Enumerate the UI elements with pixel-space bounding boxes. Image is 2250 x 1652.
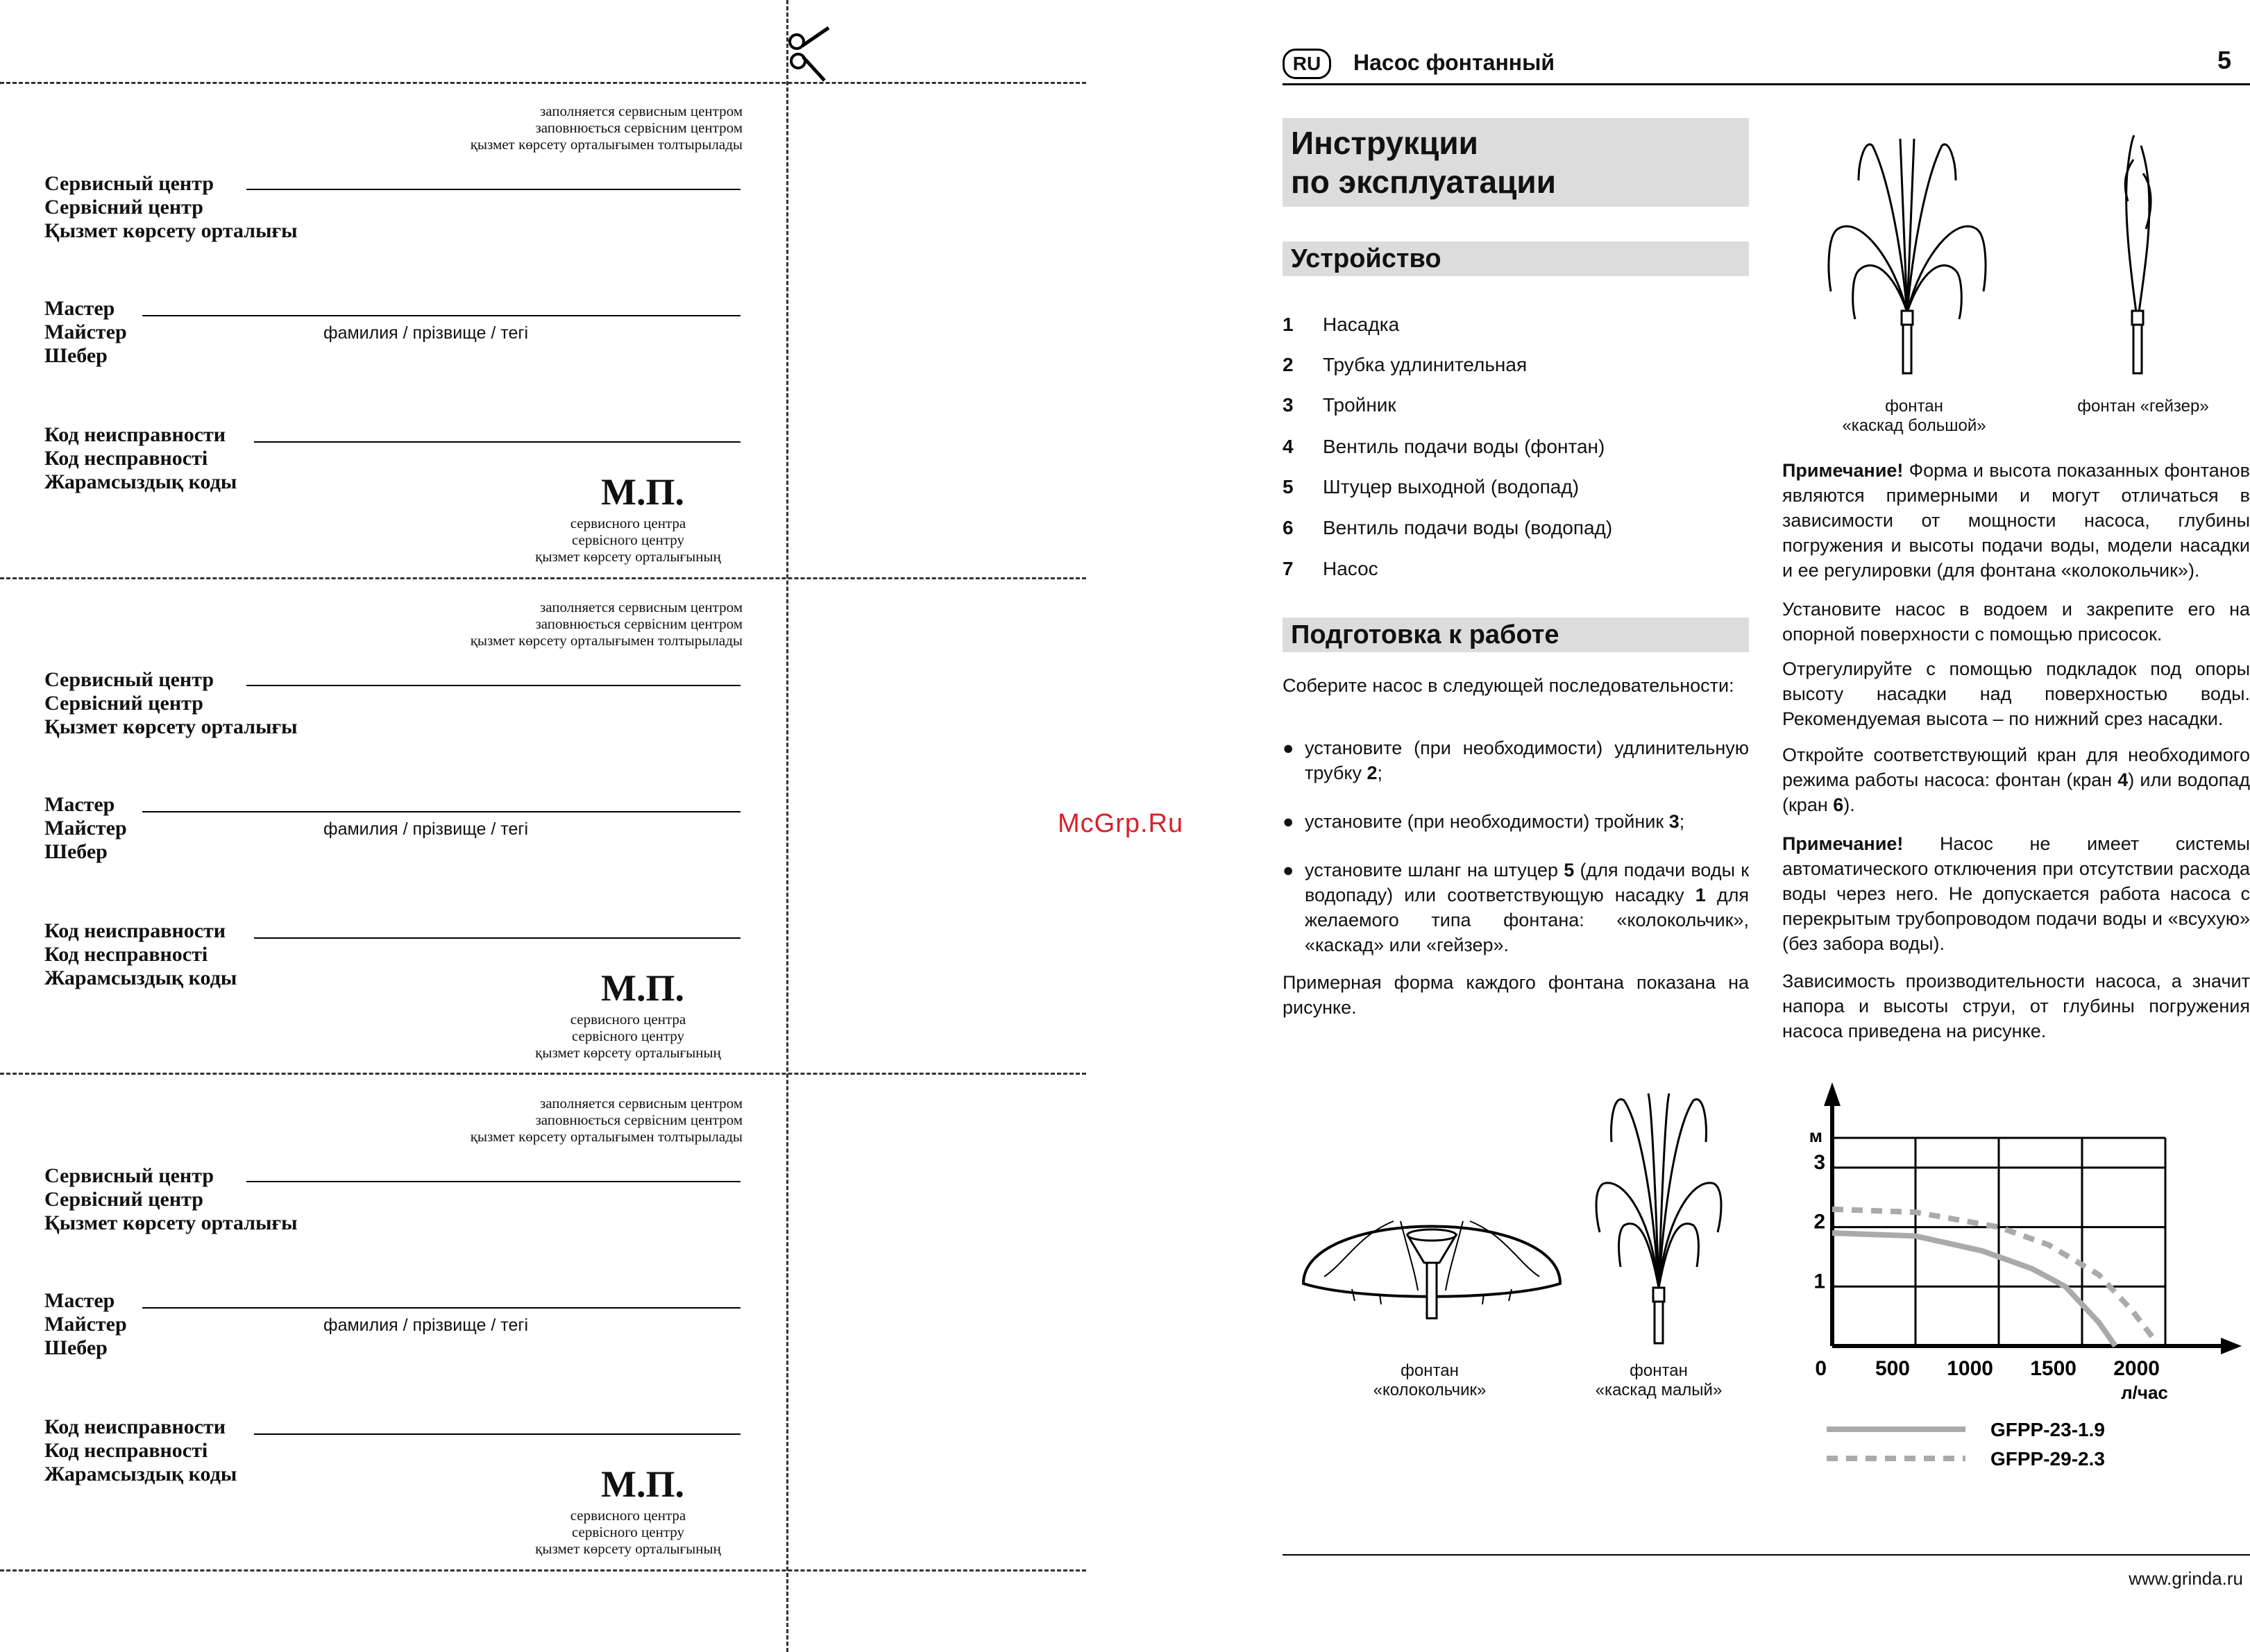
caption-line: «каскад большой»: [1842, 416, 1986, 435]
master-label: [44, 297, 127, 368]
x-axis-label: л/час: [2121, 1382, 2168, 1403]
service-center-label: [44, 172, 298, 243]
coupon-note: [471, 1095, 743, 1145]
label-line: Код несправності: [44, 943, 208, 966]
stamp-caption: [514, 1507, 743, 1557]
note-line: қызмет көрсету орталығымен толтырылады: [470, 1128, 743, 1145]
device-item: [1283, 314, 1399, 336]
caption-line: сервисного центра: [570, 515, 686, 531]
caption-line: фонтан: [1401, 1361, 1459, 1380]
label-line: Майстер: [44, 321, 127, 343]
bullet-icon: ●: [1283, 860, 1294, 880]
note-label: Примечание!: [1782, 833, 1904, 854]
item-label: Трубка удлинительная: [1323, 354, 1528, 375]
master-field[interactable]: [142, 315, 741, 316]
stamp-place: М.П.: [601, 471, 684, 513]
coupon-note: [471, 103, 743, 153]
bullet-text: установите (при необходимости) удлинительную трубку: [1305, 738, 1749, 783]
label-line: Шебер: [44, 1336, 108, 1359]
item-number: 5: [1283, 476, 1294, 497]
device-item: [1283, 354, 1527, 376]
label-line: Код неисправности: [44, 1415, 226, 1438]
caption-line: қызмет көрсету орталығының: [535, 1540, 721, 1557]
title-line: по эксплуатации: [1291, 164, 1556, 200]
legend-label: GFPP-29-2.3: [1990, 1448, 2105, 1470]
name-hint: фамилия / прізвище / тегі: [323, 819, 529, 839]
item-number: 2: [1283, 354, 1294, 375]
part-number: 5: [1564, 860, 1575, 880]
coupon-note: [471, 599, 743, 649]
warranty-coupon: [0, 586, 756, 1080]
label-line: Код неисправности: [44, 423, 226, 446]
legend-label: GFPP-23-1.9: [1990, 1419, 2105, 1440]
y-tick-label: 2: [1813, 1210, 1825, 1234]
service-center-field[interactable]: [246, 685, 741, 686]
item-label: Вентиль подачи воды (фонтан): [1323, 436, 1605, 457]
fault-code-label: [44, 423, 237, 494]
bullet-text: установите (при необходимости) тройник: [1305, 811, 1669, 832]
warranty-coupon: [0, 1082, 756, 1576]
item-number: 6: [1283, 517, 1294, 538]
para-text: ).: [1843, 794, 1855, 815]
series-line: [1832, 1233, 2115, 1346]
caption-line: қызмет көрсету орталығының: [535, 1044, 721, 1061]
item-label: Насос: [1323, 558, 1378, 579]
note-line: заполняется сервисным центром: [539, 103, 743, 119]
bullet-text: для желаемого типа фонтана: «колокольчик», «каскад» или «гейзер».: [1305, 885, 1749, 955]
item-number: 3: [1283, 394, 1294, 416]
page-title: Насос фонтанный: [1353, 50, 1555, 75]
stamp-place: М.П.: [601, 967, 684, 1009]
install-paragraph: Установите насос в водоем и закрепите его на опорной поверхности с помощью присосок.: [1782, 599, 2250, 645]
label-line: Қызмет көрсету орталығы: [44, 219, 298, 242]
label-line: Қызмет көрсету орталығы: [44, 1211, 298, 1234]
label-line: Жарамсыздық коды: [44, 1463, 237, 1485]
item-number: 1: [1283, 314, 1294, 335]
chart-series: [1832, 1209, 2157, 1346]
lang-badge: RU: [1283, 49, 1331, 79]
label-line: Майстер: [44, 817, 127, 840]
label-line: Мастер: [44, 1289, 115, 1312]
service-center-field[interactable]: [246, 189, 741, 190]
label-line: Сервисный центр: [44, 1164, 214, 1187]
caption-line: сервісного центру: [571, 1524, 684, 1540]
x-tick-label: 1000: [1947, 1357, 1993, 1380]
cut-line-vertical: [786, 0, 788, 1652]
label-line: Код несправності: [44, 447, 208, 470]
fault-code-label: [44, 1415, 237, 1486]
note-line: заповнюється сервісним центром: [535, 615, 743, 632]
prep-bullet: ● установите (при необходимости) удлинительную трубку 2;: [1283, 735, 1749, 785]
label-line: Жарамсыздық коды: [44, 966, 237, 989]
name-hint: фамилия / прізвище / тегі: [323, 323, 529, 343]
para-text: Откройте соответствующий кран для необходимого режима работы насоса: фонтан (кран: [1782, 744, 2250, 790]
label-line: Сервісний центр: [44, 1188, 203, 1211]
caption-line: сервісного центру: [571, 1028, 684, 1044]
part-number: 3: [1668, 811, 1680, 832]
label-line: Мастер: [44, 297, 115, 320]
master-label: [44, 793, 127, 864]
prep-bullet: [1283, 858, 1749, 957]
prep-heading: Подготовка к работе: [1283, 618, 1749, 652]
label-line: Сервісний центр: [44, 692, 203, 715]
big-cascade-illustration: [1817, 132, 1997, 382]
note-line: қызмет көрсету орталығымен толтырылады: [470, 136, 743, 153]
x-tick-label: 0: [1815, 1357, 1827, 1380]
fault-code-field[interactable]: [254, 937, 741, 939]
cut-line-horizontal: [0, 82, 1086, 84]
label-line: Шебер: [44, 344, 108, 367]
bell-fountain-caption: [1326, 1361, 1534, 1400]
title-line: Инструкции: [1291, 125, 1478, 161]
fault-code-label: [44, 919, 237, 990]
valve-paragraph: [1782, 742, 2250, 817]
adjust-paragraph: Отрегулируйте с помощью подкладок под опоры высоту насадки над поверхностью воды. Рекомендуемая высота – по нижний срез насадки.: [1782, 658, 2250, 729]
chart-grid: [1832, 1138, 2165, 1346]
caption-line: сервисного центра: [570, 1507, 686, 1524]
bell-fountain-illustration: [1296, 1180, 1567, 1360]
master-field[interactable]: [142, 811, 741, 812]
part-number: 1: [1695, 885, 1706, 905]
bullet-icon: ●: [1283, 738, 1294, 758]
geyser-illustration: [2103, 132, 2172, 382]
note-label: Примечание!: [1782, 460, 1904, 481]
stamp-caption: [514, 515, 743, 565]
warranty-coupon: [0, 90, 756, 584]
part-number: 6: [1833, 794, 1844, 815]
y-axis-label: м: [1809, 1125, 1822, 1146]
small-cascade-illustration: [1582, 1080, 1735, 1350]
note-line: заповнюється сервісним центром: [535, 1112, 743, 1128]
scissors-icon: [783, 21, 838, 83]
device-item: [1283, 394, 1396, 416]
instructions-title: [1283, 118, 1749, 207]
performance-chart: [1777, 1082, 2250, 1485]
bullet-text: (для подачи воды к водопаду) или соответствующую насадку: [1305, 860, 1750, 905]
caption-line: қызмет көрсету орталығының: [535, 548, 721, 565]
bullet-icon: ●: [1283, 811, 1294, 832]
item-label: Вентиль подачи воды (водопад): [1323, 517, 1613, 538]
device-item: [1283, 436, 1605, 458]
caption-line: «колокольчик»: [1373, 1381, 1487, 1399]
service-center-label: [44, 668, 298, 739]
item-label: Тройник: [1323, 394, 1396, 416]
stamp-caption: [514, 1011, 743, 1061]
stamp-place: М.П.: [601, 1463, 684, 1505]
part-number: 4: [2117, 769, 2129, 790]
chart-axes: [1824, 1082, 2242, 1354]
performance-paragraph: Зависимость производительности насоса, а значит напора и высоты струи, от глубины погружения насоса приведена на рисунке.: [1782, 971, 2250, 1041]
caption-line: «каскад малый»: [1595, 1381, 1723, 1399]
item-number: 7: [1283, 558, 1294, 579]
note-text: Насос не имеет системы автоматического отключения при отсутствии расхода воды через него. Не допускается работа насоса с перекрытым трубопроводом подачи воды и «всухую» (без забора воды).: [1782, 833, 2250, 954]
caption-line: фонтан: [1885, 397, 1943, 416]
label-line: Шебер: [44, 840, 108, 863]
note-paragraph: [1782, 458, 2250, 583]
y-axis-arrow: [1824, 1082, 1841, 1106]
name-hint: фамилия / прізвище / тегі: [323, 1315, 529, 1335]
y-tick-label: 1: [1813, 1270, 1825, 1293]
page-number: 5: [2217, 46, 2232, 74]
part-number: 2: [1367, 763, 1378, 783]
x-tick-label: 1500: [2030, 1357, 2076, 1380]
service-center-label: [44, 1164, 298, 1235]
label-line: Майстер: [44, 1313, 127, 1336]
item-label: Насадка: [1323, 314, 1400, 335]
label-line: Жарамсыздық коды: [44, 470, 237, 493]
small-cascade-caption: [1555, 1361, 1763, 1400]
item-number: 4: [1283, 436, 1294, 457]
footer-url: www.grinda.ru: [2129, 1568, 2243, 1589]
label-line: Сервисный центр: [44, 668, 214, 691]
fault-code-field[interactable]: [254, 441, 741, 443]
device-heading: Устройство: [1283, 241, 1749, 276]
label-line: Код несправності: [44, 1439, 208, 1462]
chart-legend: [1827, 1419, 2105, 1470]
device-item: [1283, 558, 1378, 580]
note-line: қызмет көрсету орталығымен толтырылады: [470, 632, 743, 649]
note-line: заполняется сервисным центром: [539, 1095, 743, 1112]
series-line: [1832, 1209, 2157, 1343]
label-line: Сервисный центр: [44, 172, 214, 195]
note-line: заполняется сервисным центром: [539, 599, 743, 615]
item-label: Штуцер выходной (водопад): [1323, 476, 1580, 497]
y-tick-label: 3: [1813, 1150, 1825, 1174]
caption-line: сервісного центру: [571, 531, 684, 548]
label-line: Қызмет көрсету орталығы: [44, 715, 298, 738]
label-line: Мастер: [44, 793, 115, 816]
note-line: заповнюється сервісним центром: [535, 119, 743, 136]
para-text: ) или водопад (кран: [1782, 769, 2250, 815]
prep-intro: Соберите насос в следующей последовательности:: [1283, 675, 1734, 696]
big-cascade-caption: [1810, 397, 2018, 436]
x-axis-arrow: [2221, 1338, 2242, 1354]
x-tick-label: 500: [1875, 1357, 1910, 1380]
geyser-caption: фонтан «гейзер»: [2077, 397, 2209, 416]
shape-note: Примерная форма каждого фонтана показана на рисунке.: [1283, 972, 1749, 1018]
note-paragraph: [1782, 831, 2250, 956]
header-rule: [1283, 83, 2250, 85]
caption-line: фонтан: [1630, 1361, 1688, 1380]
service-center-field[interactable]: [246, 1181, 741, 1182]
device-item: [1283, 476, 1579, 498]
master-field[interactable]: [142, 1307, 741, 1309]
footer-rule: [1283, 1554, 2250, 1556]
master-label: [44, 1289, 127, 1360]
prep-bullet: ● установите (при необходимости) тройник 3;: [1283, 809, 1749, 834]
watermark: McGrp.Ru: [1058, 809, 1184, 838]
note-text: Форма и высота показанных фонтанов являются примерными и могут отличаться в зависимости от мощности насоса, глубины погружения и высоты подачи воды, модели насадки и ее регулировки (для фонтана «колокольчик»).: [1782, 460, 2250, 581]
x-tick-label: 2000: [2113, 1357, 2160, 1380]
label-line: Сервісний центр: [44, 196, 203, 219]
bullet-text: установите шланг на штуцер: [1305, 860, 1564, 880]
caption-line: сервисного центра: [570, 1011, 686, 1028]
device-item: [1283, 517, 1612, 539]
fault-code-field[interactable]: [254, 1433, 741, 1435]
label-line: Код неисправности: [44, 919, 226, 942]
